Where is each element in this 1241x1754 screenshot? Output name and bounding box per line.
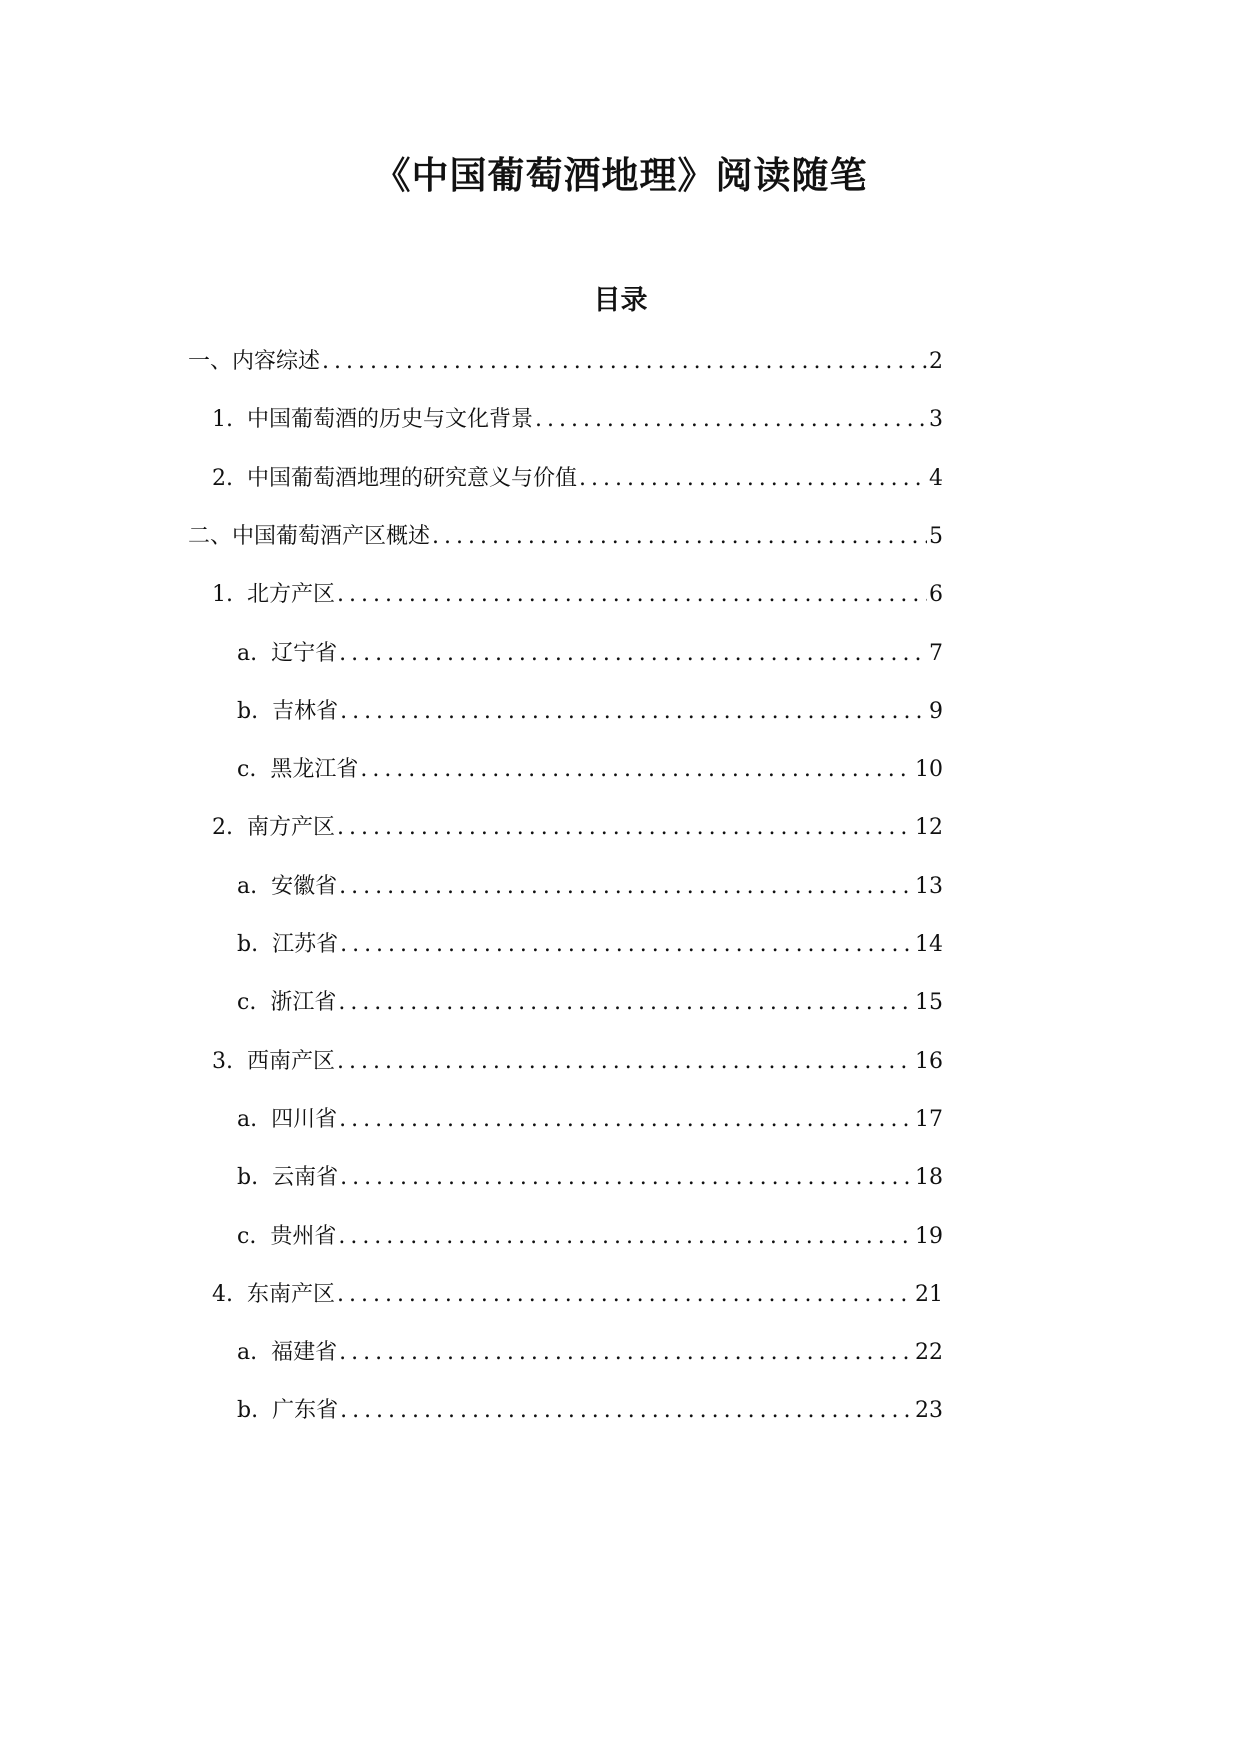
toc-entry-label: 辽宁省 xyxy=(271,641,338,666)
toc-entry-label: 西南产区 xyxy=(247,1049,336,1074)
toc-entry-number: c. xyxy=(237,990,257,1015)
toc-entry[interactable] xyxy=(237,986,943,1020)
toc-entry-number: c. xyxy=(237,1224,257,1249)
toc-entry-page-number: 23 xyxy=(915,1398,943,1423)
toc-dot-leader xyxy=(339,870,913,904)
toc-dot-leader xyxy=(579,462,927,496)
toc-entry-page-number: 18 xyxy=(915,1165,943,1190)
toc-entry-label: 江苏省 xyxy=(272,932,339,957)
toc-dot-leader xyxy=(340,1394,913,1428)
toc-entry-label: 北方产区 xyxy=(247,582,336,607)
toc-dot-leader xyxy=(337,811,913,845)
toc-entry-number: b. xyxy=(237,699,259,724)
toc-dot-leader xyxy=(338,986,913,1020)
toc-dot-leader xyxy=(432,520,927,554)
toc-entry-page-number: 12 xyxy=(915,815,943,840)
toc-entry-number: 1. xyxy=(212,407,233,432)
toc-entry-label: 黑龙江省 xyxy=(270,757,359,782)
toc-entry-label: 南方产区 xyxy=(247,815,336,840)
toc-dot-leader xyxy=(337,1045,913,1079)
toc-entry-number: 1. xyxy=(212,582,233,607)
toc-entry-page-number: 14 xyxy=(915,932,943,957)
toc-entry[interactable] xyxy=(212,811,943,845)
toc-entry-page-number: 13 xyxy=(915,874,943,899)
toc-entry-label: 云南省 xyxy=(272,1165,339,1190)
toc-entry-number: 2. xyxy=(212,815,233,840)
toc-heading: 目录 xyxy=(593,285,648,316)
toc-entry-number: a. xyxy=(237,641,258,666)
toc-entry[interactable] xyxy=(212,462,943,496)
toc-entry-label: 浙江省 xyxy=(270,990,337,1015)
toc-entry-page-number: 17 xyxy=(915,1107,943,1132)
toc-entry-number: 4. xyxy=(212,1282,233,1307)
toc-entry[interactable] xyxy=(237,1161,943,1195)
toc-entry-number: b. xyxy=(237,1165,259,1190)
toc-entry-label: 吉林省 xyxy=(272,699,339,724)
toc-entry-label: 四川省 xyxy=(271,1107,338,1132)
toc-entry-label: 中国葡萄酒的历史与文化背景 xyxy=(247,407,534,432)
toc-entry-page-number: 5 xyxy=(929,524,943,549)
toc-entry[interactable] xyxy=(237,1103,943,1137)
toc-entry-label: 中国葡萄酒地理的研究意义与价值 xyxy=(247,466,578,491)
toc-entry-label: 贵州省 xyxy=(270,1224,337,1249)
toc-entry-page-number: 16 xyxy=(915,1049,943,1074)
toc-dot-leader xyxy=(339,1336,913,1370)
toc-entry[interactable] xyxy=(212,1045,943,1079)
toc-entry[interactable] xyxy=(188,345,943,379)
toc-entry[interactable] xyxy=(237,928,943,962)
toc-entry-label: 一、内容综述 xyxy=(188,349,321,374)
toc-entry-number: 2. xyxy=(212,466,233,491)
toc-entry[interactable] xyxy=(212,578,943,612)
toc-entry[interactable] xyxy=(237,753,943,787)
toc-dot-leader xyxy=(340,695,927,729)
toc-entry-number: a. xyxy=(237,1107,258,1132)
toc-dot-leader xyxy=(340,928,913,962)
toc-entry-number: a. xyxy=(237,1340,258,1365)
toc-entry[interactable] xyxy=(212,403,943,437)
toc-entry-page-number: 7 xyxy=(929,641,943,666)
toc-entry-page-number: 19 xyxy=(915,1224,943,1249)
toc-entry-page-number: 2 xyxy=(929,349,943,374)
toc-dot-leader xyxy=(360,753,913,787)
toc-entry-page-number: 15 xyxy=(915,990,943,1015)
toc-entry[interactable] xyxy=(237,870,943,904)
toc-dot-leader xyxy=(337,578,927,612)
toc-entry-number: b. xyxy=(237,1398,259,1423)
toc-entry-label: 二、中国葡萄酒产区概述 xyxy=(188,524,431,549)
toc-entry-label: 东南产区 xyxy=(247,1282,336,1307)
toc-entry-number: a. xyxy=(237,874,258,899)
document-title: 《中国葡萄酒地理》阅读随笔 xyxy=(373,153,868,197)
toc-dot-leader xyxy=(338,1220,913,1254)
toc-dot-leader xyxy=(340,1161,913,1195)
toc-entry[interactable] xyxy=(237,1220,943,1254)
toc-entry-page-number: 6 xyxy=(929,582,943,607)
toc-entry-page-number: 21 xyxy=(915,1282,943,1307)
toc-dot-leader xyxy=(339,1103,913,1137)
toc-dot-leader xyxy=(339,637,927,671)
toc-entry-page-number: 22 xyxy=(915,1340,943,1365)
toc-entry-number: b. xyxy=(237,932,259,957)
toc-entry[interactable] xyxy=(237,1336,943,1370)
toc-dot-leader xyxy=(337,1278,913,1312)
toc-entry-page-number: 9 xyxy=(929,699,943,724)
toc-entry-page-number: 3 xyxy=(929,407,943,432)
toc-entry[interactable] xyxy=(237,1394,943,1428)
toc-dot-leader xyxy=(322,345,927,379)
toc-entry-label: 广东省 xyxy=(272,1398,339,1423)
toc-dot-leader xyxy=(535,403,927,437)
toc-entry[interactable] xyxy=(237,695,943,729)
toc-entry[interactable] xyxy=(188,520,943,554)
toc-entry-number: c. xyxy=(237,757,257,782)
toc-entry-page-number: 10 xyxy=(915,757,943,782)
toc-entry-label: 安徽省 xyxy=(271,874,338,899)
toc-entry[interactable] xyxy=(212,1278,943,1312)
toc-entry-label: 福建省 xyxy=(271,1340,338,1365)
toc-entry[interactable] xyxy=(237,637,943,671)
toc-entry-number: 3. xyxy=(212,1049,233,1074)
toc-entry-page-number: 4 xyxy=(929,466,943,491)
